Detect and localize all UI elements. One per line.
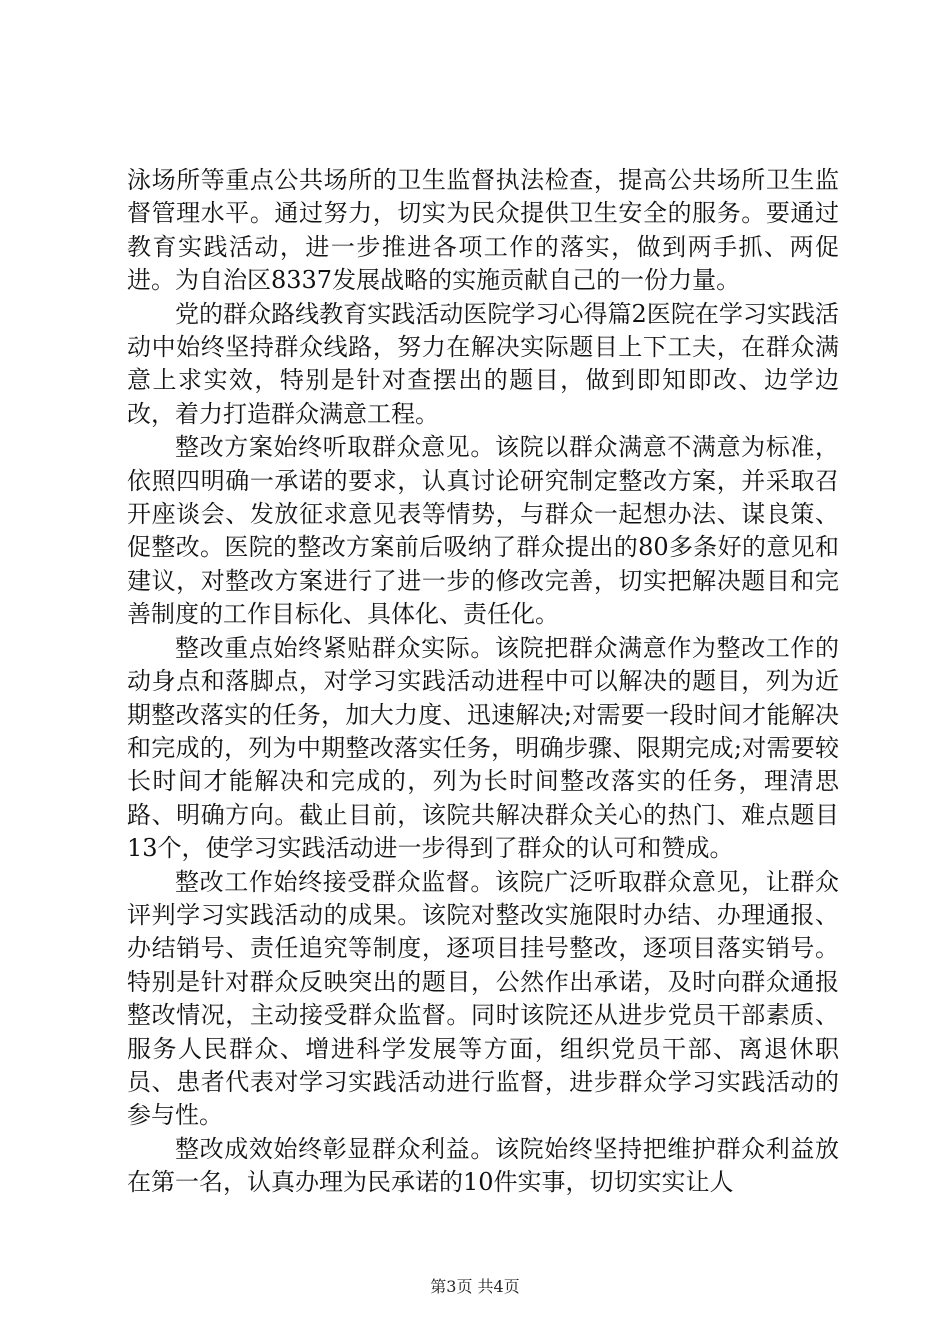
paragraph-essay-intro: 党的群众路线教育实践活动医院学习心得篇2医院在学习实践活动中始终坚持群众线路，努力在解决实际题目上下工夫，在群众满意上求实效，特别是针对查摆出的题目，做到即知即改、边学边改，着力打造群众满意工程。 xyxy=(127,299,839,428)
paragraph-rectification-supervision: 整改工作始终接受群众监督。该院广泛听取群众意见，让群众评判学习实践活动的成果。该院对整改实施限时办结、办理通报、办结销号、责任追究等制度，逐项目挂号整改，逐项目落实销号。特别是针对群众反映突出的题目，公然作出承诺，及时向群众通报整改情况，主动接受群众监督。同时该院还从进步党员干部素质、服务人民群众、增进科学发展等方面，组织党员干部、离退休职员、患者代表对学习实践活动进行监督，进步群众学习实践活动的参与性。 xyxy=(127,867,839,1130)
paragraph-continuation: 泳场所等重点公共场所的卫生监督执法检查，提高公共场所卫生监督管理水平。通过努力，切实为民众提供卫生安全的服务。要通过教育实践活动，进一步推进各项工作的落实，做到两手抓、两促进。为自治区8337发展战略的实施贡献自己的一份力量。 xyxy=(127,166,839,295)
paragraph-rectification-focus: 整改重点始终紧贴群众实际。该院把群众满意作为整改工作的动身点和落脚点，对学习实践活动进程中可以解决的题目，列为近期整改落实的任务，加大力度、迅速解决;对需要一段时间才能解决和完成的，列为中期整改落实任务，明确步骤、限期完成;对需要较长时间才能解决和完成的，列为长时间整改落实的任务，理清思路、明确方向。截止目前，该院共解决群众关心的热门、难点题目13个，使学习实践活动进一步得到了群众的认可和赞成。 xyxy=(127,633,839,863)
document-body xyxy=(127,164,839,1200)
page-footer: 第3页 共4页 xyxy=(430,1277,520,1296)
paragraph-rectification-results: 整改成效始终彰显群众利益。该院始终坚持把维护群众利益放在第一名，认真办理为民承诺的10件实事，切切实实让人 xyxy=(127,1134,839,1197)
paragraph-rectification-plan: 整改方案始终听取群众意见。该院以群众满意不满意为标准，依照四明确一承诺的要求，认真讨论研究制定整改方案，并采取召开座谈会、发放征求意见表等情势，与群众一起想办法、谋良策、促整改。医院的整改方案前后吸纳了群众提出的80多条好的意见和建议，对整改方案进行了进一步的修改完善，切实把解决题目和完善制度的工作目标化、具体化、责任化。 xyxy=(127,433,839,629)
